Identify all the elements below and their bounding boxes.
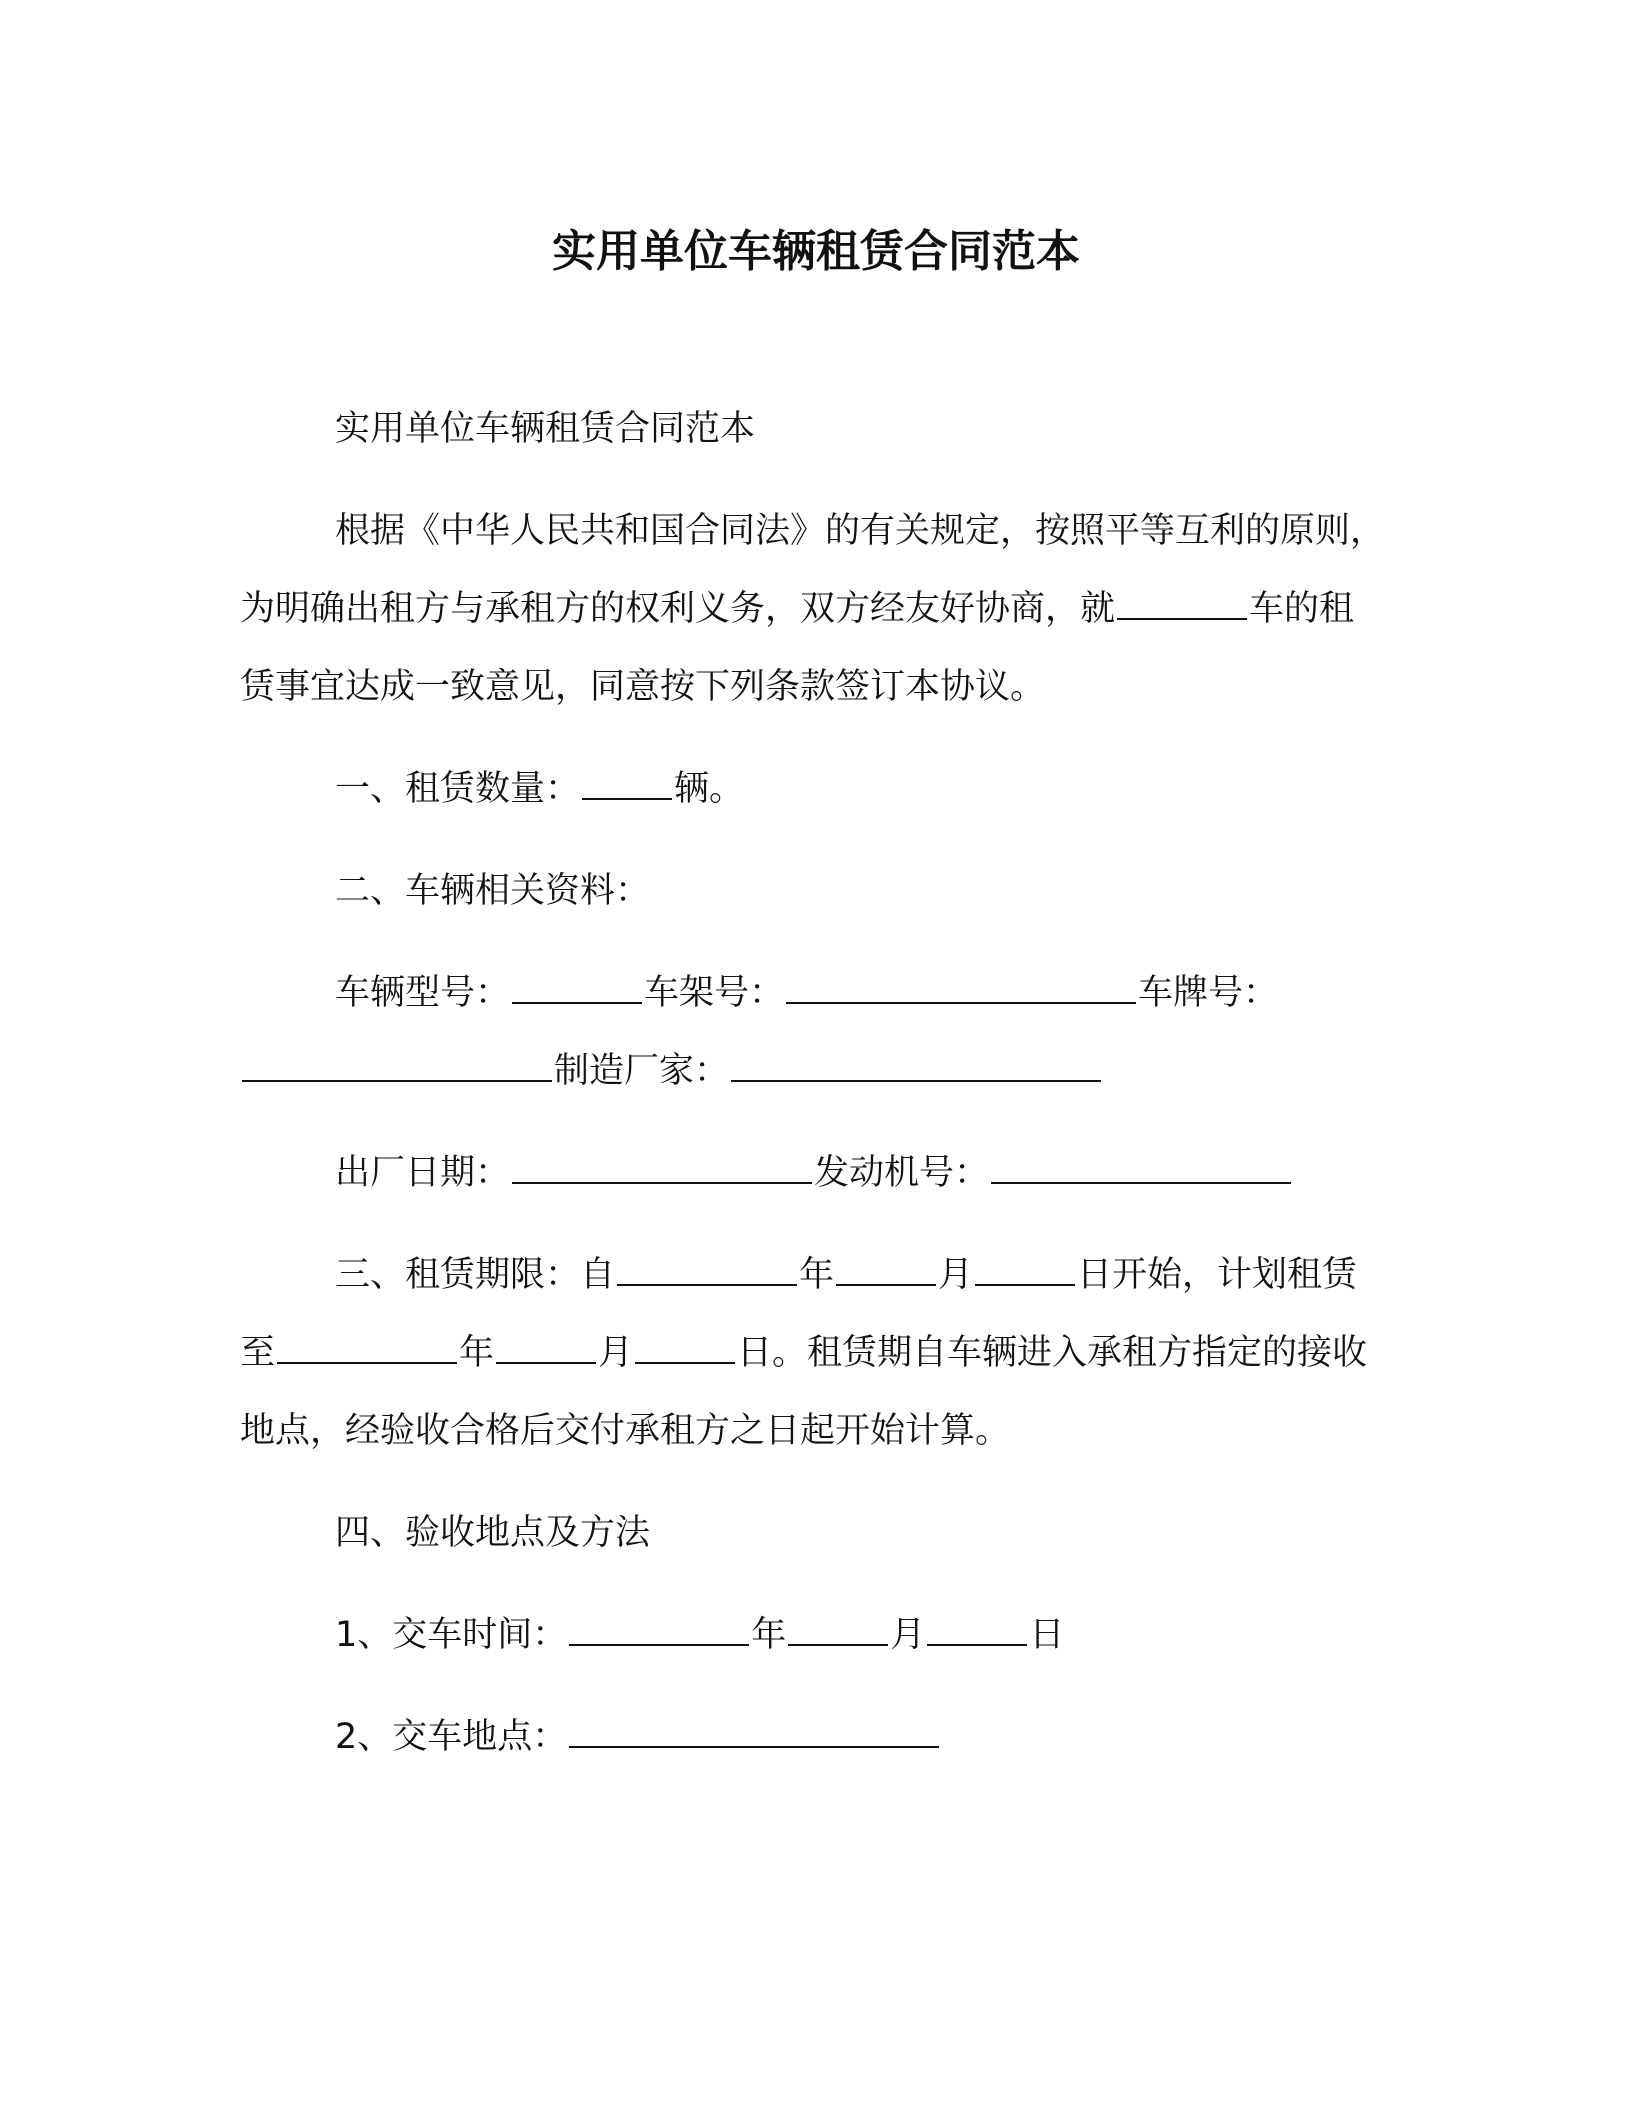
delivery-year-unit: 年 (751, 1615, 787, 1655)
delivery-time-label: 1、交车时间： (335, 1615, 568, 1655)
section-4-heading (240, 1494, 1388, 1572)
date-blank[interactable] (512, 1152, 812, 1184)
acceptance-heading: 四、验收地点及方法 (335, 1513, 651, 1553)
subtitle (240, 390, 1388, 468)
intro-paragraph (240, 492, 1388, 726)
delivery-day-unit: 日 (1029, 1615, 1065, 1655)
end-month-unit: 月 (598, 1333, 634, 1373)
model-label: 车辆型号： (335, 973, 511, 1013)
document-body (240, 390, 1388, 1800)
start-day-blank[interactable] (975, 1254, 1075, 1286)
end-year-unit: 年 (459, 1333, 495, 1373)
subtitle-text: 实用单位车辆租赁合同范本 (335, 409, 756, 449)
end-year-blank[interactable] (277, 1332, 457, 1364)
section-3-term (240, 1236, 1388, 1470)
start-year-unit: 年 (799, 1255, 835, 1295)
end-day-blank[interactable] (635, 1332, 735, 1364)
delivery-place-blank[interactable] (569, 1716, 939, 1748)
model-blank[interactable] (512, 972, 642, 1004)
delivery-year-blank[interactable] (569, 1614, 749, 1646)
frame-label: 车架号： (644, 973, 785, 1013)
section-1-quantity (240, 750, 1388, 828)
delivery-month-blank[interactable] (788, 1614, 888, 1646)
frame-blank[interactable] (786, 972, 1136, 1004)
end-day-text: 日。租赁期自车辆进入承租方指定的接收地点，经验收合格后交付承租方之日起开始计算。 (240, 1333, 1368, 1451)
quantity-blank[interactable] (582, 768, 672, 800)
delivery-place-item (240, 1698, 1388, 1776)
start-month-blank[interactable] (836, 1254, 936, 1286)
quantity-unit: 辆。 (674, 769, 745, 809)
maker-blank[interactable] (731, 1050, 1101, 1082)
section-2-heading (240, 852, 1388, 930)
quantity-label: 一、租赁数量： (335, 769, 581, 809)
vehicle-info-heading: 二、车辆相关资料： (335, 871, 651, 911)
maker-label: 制造厂家： (554, 1051, 730, 1091)
delivery-time-item (240, 1596, 1388, 1674)
delivery-day-blank[interactable] (927, 1614, 1027, 1646)
delivery-month-unit: 月 (890, 1615, 926, 1655)
engine-blank[interactable] (991, 1152, 1291, 1184)
intro-text-1: 根据《中华人民共和国合同法》的有关规定，按照平等互利的原则，为明确出租方与承租方的权利义务，双方经友好协商，就 (240, 511, 1386, 629)
document-title: 实用单位车辆租赁合同范本 (552, 226, 1080, 277)
plate-label: 车牌号： (1138, 973, 1279, 1013)
start-month-unit: 月 (938, 1255, 974, 1295)
start-year-blank[interactable] (617, 1254, 797, 1286)
plate-blank[interactable] (242, 1050, 552, 1082)
vehicle-date-paragraph (240, 1134, 1388, 1212)
end-month-blank[interactable] (496, 1332, 596, 1364)
vehicle-info-paragraph (240, 954, 1388, 1110)
term-label: 三、租赁期限：自 (335, 1255, 616, 1295)
engine-label: 发动机号： (814, 1153, 990, 1193)
date-label: 出厂日期： (335, 1153, 511, 1193)
delivery-place-label: 2、交车地点： (335, 1717, 568, 1757)
start-day-text: 日开始，计划租赁至 (240, 1255, 1358, 1373)
vehicle-blank[interactable] (1117, 588, 1247, 620)
intro-text-2: 车的租赁事宜达成一致意见，同意按下列条款签订本协议。 (240, 589, 1355, 707)
